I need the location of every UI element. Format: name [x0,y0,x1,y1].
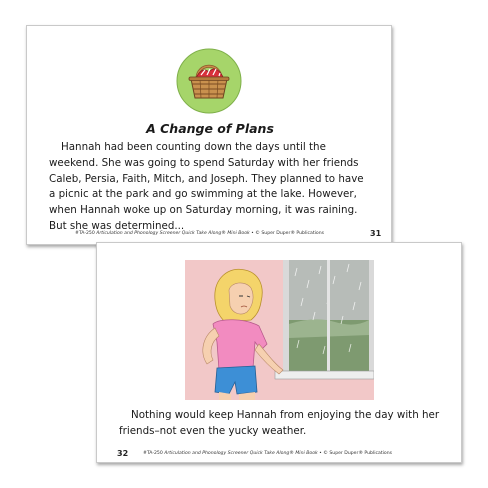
footer-publisher: • © Super Duper® Publications [319,451,393,456]
girl-at-rainy-window-illustration [185,260,374,400]
footer-code: #TA-250 [75,231,95,236]
page-footer [143,451,392,456]
story-paragraph: Nothing would keep Hannah from enjoying the day with her friends–not even the yucky weather. [119,409,440,437]
story-paragraph: Hannah had been counting down the days until the weekend. She was going to spend Saturday with her friends Caleb, Persia, Faith, Mitch, and Joseph. They planned to have a picnic at the park and go swimming at the lake. However, when Hannah woke up on Saturday morning, it was raining. But she was determined... [49,141,364,232]
book-page-32 [96,242,462,463]
footer-publisher: • © Super Duper® Publications [251,231,325,236]
page-footer [75,231,324,236]
footer-code: #TA-250 [143,451,163,456]
footer-book-title: Articulation and Phonology Screener Quick Take Along® Mini Book [96,231,250,236]
story-title: A Change of Plans [146,121,274,136]
book-page-31 [26,25,392,245]
footer-book-title: Articulation and Phonology Screener Quick Take Along® Mini Book [164,451,318,456]
page-number: 32 [117,449,129,458]
picnic-basket-icon [176,48,242,114]
page-number: 31 [370,229,382,238]
